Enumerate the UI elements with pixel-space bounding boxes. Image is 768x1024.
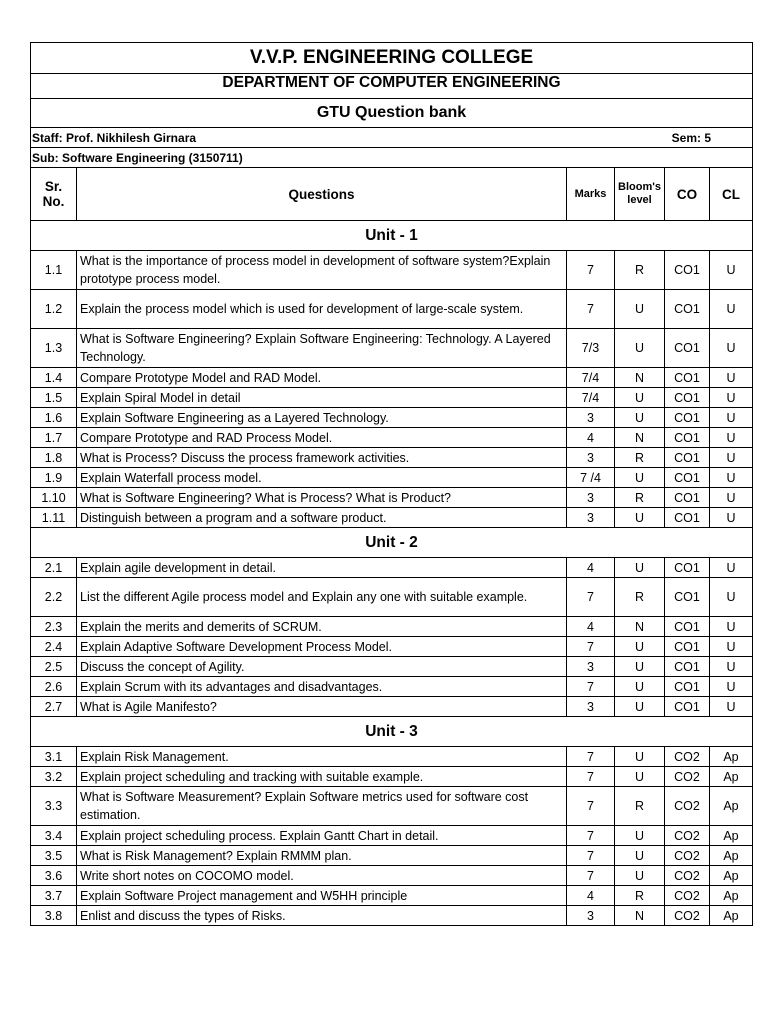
sr-cell: 3.6 — [31, 866, 77, 886]
bloom-level-cell: R — [615, 488, 665, 508]
bloom-level-cell: U — [615, 408, 665, 428]
co-cell: CO1 — [665, 558, 710, 578]
sr-cell: 3.2 — [31, 767, 77, 787]
sr-cell: 2.6 — [31, 677, 77, 697]
co-cell: CO1 — [665, 468, 710, 488]
co-cell: CO1 — [665, 290, 710, 329]
question-cell: Explain agile development in detail. — [77, 558, 567, 578]
sr-cell: 2.2 — [31, 578, 77, 617]
unit-header-row — [31, 717, 753, 747]
column-header-row — [31, 168, 753, 221]
marks-cell: 3 — [567, 408, 615, 428]
table-row — [31, 251, 753, 290]
unit-title: Unit - 2 — [31, 528, 753, 558]
cl-cell: Ap — [710, 747, 753, 767]
table-row — [31, 388, 753, 408]
marks-cell: 7 — [567, 787, 615, 826]
co-cell: CO1 — [665, 368, 710, 388]
table-row — [31, 468, 753, 488]
question-cell: Explain the process model which is used for development of large-scale system. — [77, 290, 567, 329]
sr-cell: 1.8 — [31, 448, 77, 468]
unit-title: Unit - 3 — [31, 717, 753, 747]
marks-cell: 7 — [567, 866, 615, 886]
sr-cell: 3.8 — [31, 906, 77, 926]
cl-cell: Ap — [710, 906, 753, 926]
table-row — [31, 508, 753, 528]
cl-cell: U — [710, 388, 753, 408]
column-header-sr: Sr. No. — [31, 168, 77, 221]
sr-cell: 3.4 — [31, 826, 77, 846]
question-cell: Explain project scheduling and tracking with suitable example. — [77, 767, 567, 787]
co-cell: CO1 — [665, 657, 710, 677]
question-cell: Distinguish between a program and a software product. — [77, 508, 567, 528]
cl-cell: U — [710, 617, 753, 637]
bloom-level-cell: U — [615, 677, 665, 697]
bloom-level-cell: U — [615, 846, 665, 866]
unit-title: Unit - 1 — [31, 221, 753, 251]
question-cell: What is Software Measurement? Explain Software metrics used for software cost estimation. — [77, 787, 567, 826]
cl-cell: U — [710, 657, 753, 677]
sr-cell: 1.7 — [31, 428, 77, 448]
marks-cell: 4 — [567, 617, 615, 637]
bloom-level-cell: R — [615, 251, 665, 290]
co-cell: CO1 — [665, 578, 710, 617]
co-cell: CO2 — [665, 846, 710, 866]
sr-cell: 1.5 — [31, 388, 77, 408]
question-cell: Explain Spiral Model in detail — [77, 388, 567, 408]
question-cell: Explain Software Engineering as a Layered Technology. — [77, 408, 567, 428]
document-title: GTU Question bank — [31, 99, 753, 128]
bloom-level-cell: N — [615, 428, 665, 448]
table-row — [31, 428, 753, 448]
question-cell: Explain Scrum with its advantages and disadvantages. — [77, 677, 567, 697]
cl-cell: U — [710, 290, 753, 329]
marks-cell: 4 — [567, 428, 615, 448]
table-row — [31, 488, 753, 508]
co-cell: CO1 — [665, 388, 710, 408]
question-cell: Explain Software Project management and W5HH principle — [77, 886, 567, 906]
cl-cell: U — [710, 329, 753, 368]
table-row — [31, 448, 753, 468]
question-cell: Discuss the concept of Agility. — [77, 657, 567, 677]
cl-cell: U — [710, 428, 753, 448]
table-row — [31, 329, 753, 368]
marks-cell: 7 — [567, 767, 615, 787]
marks-cell: 7 — [567, 677, 615, 697]
table-row — [31, 657, 753, 677]
cl-cell: Ap — [710, 826, 753, 846]
bloom-level-cell: U — [615, 826, 665, 846]
department-name: DEPARTMENT OF COMPUTER ENGINEERING — [31, 74, 753, 99]
marks-cell: 3 — [567, 657, 615, 677]
bloom-level-cell: U — [615, 508, 665, 528]
question-cell: Compare Prototype Model and RAD Model. — [77, 368, 567, 388]
co-cell: CO2 — [665, 747, 710, 767]
question-cell: Explain the merits and demerits of SCRUM. — [77, 617, 567, 637]
bloom-level-cell: R — [615, 578, 665, 617]
college-name: V.V.P. ENGINEERING COLLEGE — [31, 43, 753, 74]
bloom-level-cell: U — [615, 637, 665, 657]
co-cell: CO1 — [665, 488, 710, 508]
table-row — [31, 906, 753, 926]
marks-cell: 3 — [567, 488, 615, 508]
sr-cell: 2.3 — [31, 617, 77, 637]
column-header-questions: Questions — [77, 168, 567, 221]
table-row — [31, 290, 753, 329]
co-cell: CO2 — [665, 886, 710, 906]
sr-cell: 1.10 — [31, 488, 77, 508]
cl-cell: U — [710, 488, 753, 508]
co-cell: CO1 — [665, 251, 710, 290]
column-header-cl: CL — [710, 168, 753, 221]
bloom-level-cell: U — [615, 866, 665, 886]
sr-cell: 1.9 — [31, 468, 77, 488]
table-row — [31, 558, 753, 578]
sr-cell: 2.4 — [31, 637, 77, 657]
marks-cell: 7/3 — [567, 329, 615, 368]
question-cell: Explain project scheduling process. Explain Gantt Chart in detail. — [77, 826, 567, 846]
bloom-level-cell: U — [615, 290, 665, 329]
question-cell: Write short notes on COCOMO model. — [77, 866, 567, 886]
question-cell: List the different Agile process model and Explain any one with suitable example. — [77, 578, 567, 617]
cl-cell: U — [710, 251, 753, 290]
cl-cell: U — [710, 408, 753, 428]
bloom-level-cell: U — [615, 468, 665, 488]
marks-cell: 7 — [567, 747, 615, 767]
table-row — [31, 617, 753, 637]
marks-cell: 4 — [567, 886, 615, 906]
sr-cell: 3.7 — [31, 886, 77, 906]
sr-cell: 3.1 — [31, 747, 77, 767]
bloom-level-cell: U — [615, 697, 665, 717]
co-cell: CO1 — [665, 428, 710, 448]
marks-cell: 7 — [567, 578, 615, 617]
question-cell: What is Software Engineering? What is Process? What is Product? — [77, 488, 567, 508]
sr-cell: 3.5 — [31, 846, 77, 866]
marks-cell: 7 — [567, 826, 615, 846]
question-cell: Enlist and discuss the types of Risks. — [77, 906, 567, 926]
table-row — [31, 677, 753, 697]
question-cell: Explain Waterfall process model. — [77, 468, 567, 488]
co-cell: CO2 — [665, 787, 710, 826]
marks-cell: 7 — [567, 251, 615, 290]
co-cell: CO1 — [665, 697, 710, 717]
table-row — [31, 408, 753, 428]
sr-cell: 1.3 — [31, 329, 77, 368]
table-row — [31, 578, 753, 617]
unit-header-row — [31, 221, 753, 251]
co-cell: CO2 — [665, 767, 710, 787]
cl-cell: U — [710, 558, 753, 578]
marks-cell: 4 — [567, 558, 615, 578]
table-row — [31, 747, 753, 767]
sr-cell: 1.11 — [31, 508, 77, 528]
table-row — [31, 368, 753, 388]
question-cell: What is Agile Manifesto? — [77, 697, 567, 717]
co-cell: CO1 — [665, 408, 710, 428]
question-cell: What is Process? Discuss the process framework activities. — [77, 448, 567, 468]
column-header-bloom: Bloom's level — [615, 168, 665, 221]
cl-cell: Ap — [710, 846, 753, 866]
co-cell: CO1 — [665, 448, 710, 468]
table-row — [31, 826, 753, 846]
question-cell: Compare Prototype and RAD Process Model. — [77, 428, 567, 448]
cl-cell: U — [710, 448, 753, 468]
sr-cell: 1.1 — [31, 251, 77, 290]
marks-cell: 7 — [567, 637, 615, 657]
cl-cell: U — [710, 697, 753, 717]
co-cell: CO1 — [665, 637, 710, 657]
cl-cell: Ap — [710, 787, 753, 826]
bloom-level-cell: U — [615, 388, 665, 408]
marks-cell: 7/4 — [567, 368, 615, 388]
table-row — [31, 866, 753, 886]
cl-cell: U — [710, 368, 753, 388]
bloom-level-cell: U — [615, 329, 665, 368]
cl-cell: Ap — [710, 767, 753, 787]
sr-cell: 2.1 — [31, 558, 77, 578]
table-row — [31, 697, 753, 717]
cl-cell: U — [710, 508, 753, 528]
co-cell: CO1 — [665, 617, 710, 637]
bloom-level-cell: N — [615, 617, 665, 637]
table-row — [31, 767, 753, 787]
question-cell: What is the importance of process model in development of software system?Explain prototype process model. — [77, 251, 567, 290]
sr-cell: 1.2 — [31, 290, 77, 329]
semester: Sem: 5 — [671, 130, 711, 145]
sr-cell: 2.7 — [31, 697, 77, 717]
subject-name: Sub: Software Engineering (3150711) — [31, 148, 753, 168]
marks-cell: 7 /4 — [567, 468, 615, 488]
sr-cell: 1.6 — [31, 408, 77, 428]
question-cell: Explain Adaptive Software Development Process Model. — [77, 637, 567, 657]
staff-row — [31, 128, 753, 148]
cl-cell: U — [710, 578, 753, 617]
column-header-co: CO — [665, 168, 710, 221]
sr-cell: 1.4 — [31, 368, 77, 388]
table-row — [31, 637, 753, 657]
bloom-level-cell: U — [615, 747, 665, 767]
marks-cell: 3 — [567, 508, 615, 528]
bloom-level-cell: U — [615, 657, 665, 677]
question-cell: What is Risk Management? Explain RMMM plan. — [77, 846, 567, 866]
co-cell: CO1 — [665, 508, 710, 528]
column-header-marks: Marks — [567, 168, 615, 221]
question-bank-table — [30, 42, 753, 926]
bloom-level-cell: N — [615, 368, 665, 388]
question-cell: What is Software Engineering? Explain Software Engineering: Technology. A Layered Technology. — [77, 329, 567, 368]
co-cell: CO2 — [665, 906, 710, 926]
cl-cell: Ap — [710, 886, 753, 906]
bloom-level-cell: R — [615, 787, 665, 826]
cl-cell: Ap — [710, 866, 753, 886]
marks-cell: 3 — [567, 906, 615, 926]
cl-cell: U — [710, 468, 753, 488]
table-row — [31, 846, 753, 866]
marks-cell: 3 — [567, 448, 615, 468]
bloom-level-cell: N — [615, 906, 665, 926]
marks-cell: 7 — [567, 846, 615, 866]
unit-header-row — [31, 528, 753, 558]
question-cell: Explain Risk Management. — [77, 747, 567, 767]
bloom-level-cell: R — [615, 448, 665, 468]
cl-cell: U — [710, 637, 753, 657]
co-cell: CO2 — [665, 866, 710, 886]
staff-name: Staff: Prof. Nikhilesh Girnara — [32, 130, 197, 145]
bloom-level-cell: R — [615, 886, 665, 906]
bloom-level-cell: U — [615, 767, 665, 787]
sr-cell: 3.3 — [31, 787, 77, 826]
table-row — [31, 886, 753, 906]
marks-cell: 3 — [567, 697, 615, 717]
co-cell: CO1 — [665, 677, 710, 697]
marks-cell: 7/4 — [567, 388, 615, 408]
co-cell: CO1 — [665, 329, 710, 368]
sr-cell: 2.5 — [31, 657, 77, 677]
co-cell: CO2 — [665, 826, 710, 846]
marks-cell: 7 — [567, 290, 615, 329]
cl-cell: U — [710, 677, 753, 697]
table-row — [31, 787, 753, 826]
bloom-level-cell: U — [615, 558, 665, 578]
